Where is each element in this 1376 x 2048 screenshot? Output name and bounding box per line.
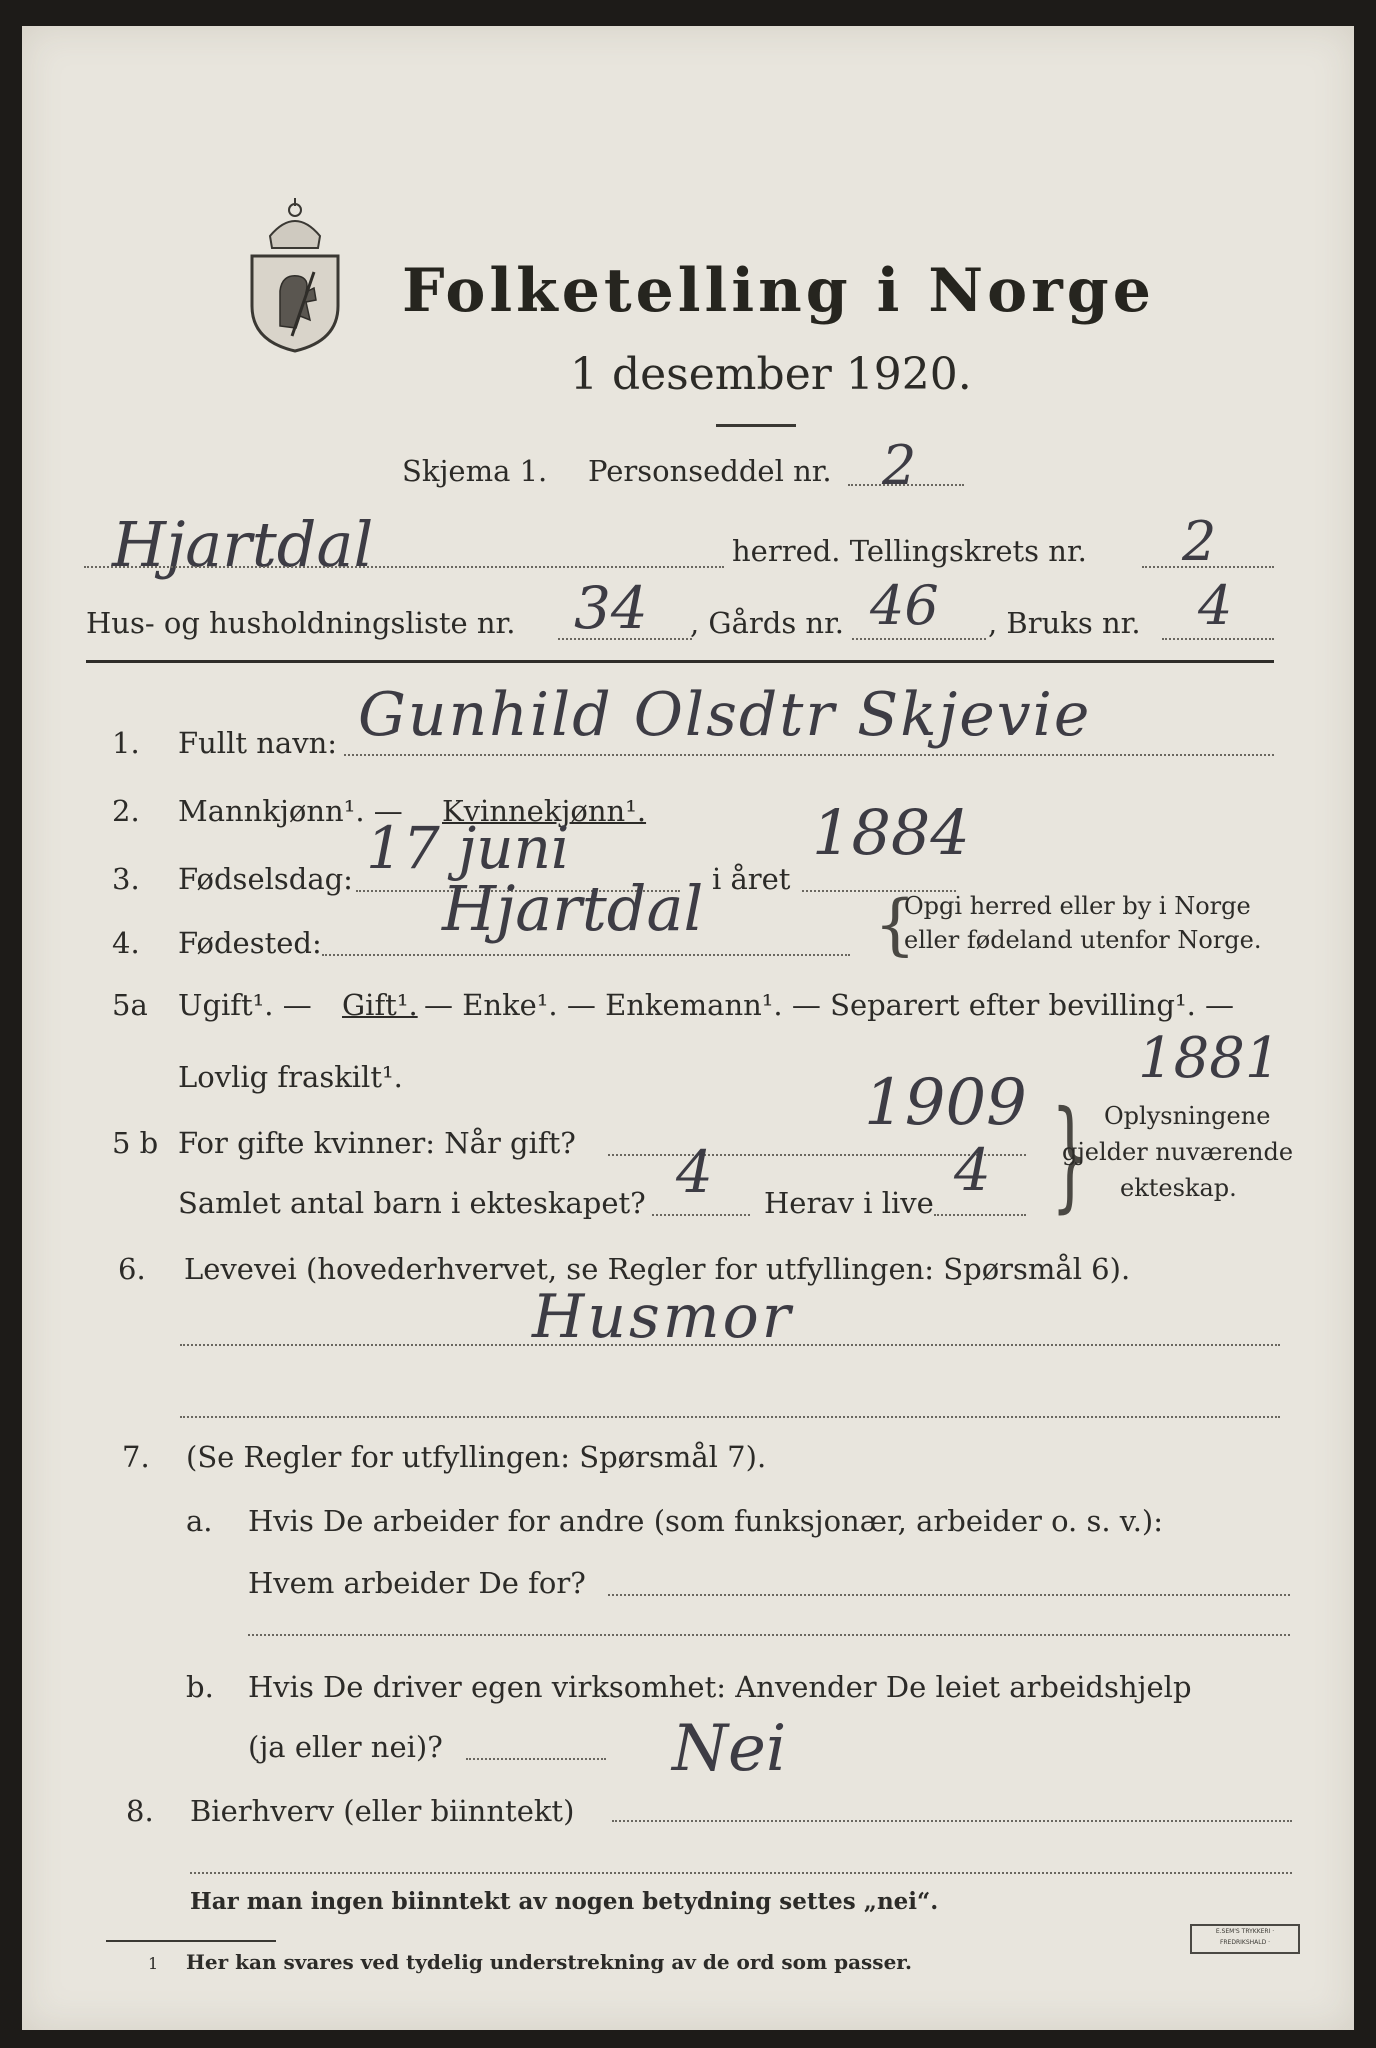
q4-label: Fødested: [178,926,322,960]
q2-mann: Mannkjønn¹. — [178,794,403,828]
bruks-dotline [1162,638,1274,640]
q5b-children-value[interactable]: 4 [676,1138,713,1206]
footnote-rule [106,1940,276,1942]
q7a-label2: Hvem arbeider De for? [248,1566,586,1600]
norwegian-coat-of-arms-icon [240,196,350,356]
q3-year-label: i året [712,862,791,896]
q4-note-brace: { [874,886,916,963]
q3-year-value[interactable]: 1884 [812,796,970,869]
hus-label: Hus- og husholdningsliste nr. [86,606,516,640]
q6-label: Levevei (hovederhvervet, se Regler for utfyllingen: Spørsmål 6). [184,1252,1131,1286]
q5b-value[interactable]: 1909 [864,1066,1027,1140]
herred-dotline [84,566,724,568]
q5b-extra-note: 1881 [1138,1026,1281,1091]
title-divider [716,424,796,427]
q8-dotline-1 [612,1820,1292,1822]
gards-label: , Gårds nr. [690,606,844,640]
q7a-number: a. [186,1504,213,1538]
q5a-line2: Lovlig fraskilt¹. [178,1060,403,1094]
gards-dotline [852,638,986,640]
q7a-dotline-2 [248,1634,1290,1636]
q7-label: (Se Regler for utfyllingen: Spørsmål 7). [186,1440,767,1474]
q5b-number: 5 b [112,1126,159,1160]
gards-value[interactable]: 46 [870,574,939,637]
q5b-note-brace: { [1051,1086,1090,1225]
q5b-children-label: Samlet antal barn i ekteskapet? [178,1186,646,1220]
q5a-number: 5a [112,988,148,1022]
q7a-dotline-1 [608,1594,1290,1596]
q7b-dotline [466,1758,606,1760]
bruks-label: , Bruks nr. [988,606,1141,640]
q7a-label: Hvis De arbeider for andre (som funksjonær, arbeider o. s. v.): [248,1504,1164,1538]
q5a-gift: Gift¹. [342,988,418,1022]
q5b-note-line3: ekteskap. [1120,1174,1237,1202]
q7b-label: Hvis De driver egen virksomhet: Anvender De leiet arbeidshjelp [248,1670,1192,1704]
q5a-rest: — Enke¹. — Enkemann¹. — Separert efter bevilling¹. — [424,988,1235,1022]
q4-note-line2: eller fødeland utenfor Norge. [904,926,1262,954]
q1-number: 1. [112,726,140,760]
footnote-text: Her kan svares ved tydelig understrekning av de ord som passer. [186,1950,912,1974]
q6-dotline-2 [180,1416,1280,1418]
census-form-sheet [22,26,1354,2030]
q4-number: 4. [112,926,140,960]
printer-stamp: E.SEM'S TRYKKERI · FREDRIKSHALD · [1190,1924,1300,1954]
tellingskrets-value[interactable]: 2 [1182,510,1217,573]
q5a-ugift: Ugift¹. — [178,988,312,1022]
q1-dotline [344,754,1274,756]
q8-dotline-2 [190,1872,1292,1874]
q5b-children-dotline [652,1214,750,1216]
footnote-mark: 1 [148,1954,159,1973]
q3-value[interactable]: 17 juni [366,814,570,882]
form-title: Folketelling i Norge [402,256,1155,326]
q1-value[interactable]: Gunhild Olsdtr Skjevie [358,680,1092,750]
q5b-alive-dotline [934,1214,1026,1216]
form-date: 1 desember 1920. [570,349,972,400]
q2-kvinne: Kvinnekjønn¹. [442,794,647,828]
herred-label: herred. Tellingskrets nr. [732,534,1087,568]
q3-label: Fødselsdag: [178,862,353,896]
q7b-label2: (ja eller nei)? [248,1730,443,1764]
q6-dotline-1 [180,1344,1280,1346]
q5b-note-line2: gjelder nuværende [1062,1138,1294,1166]
q6-value[interactable]: Husmor [532,1282,794,1352]
q7b-number: b. [186,1670,214,1704]
herred-value[interactable]: Hjartdal [112,508,374,581]
q4-note-line1: Opgi herred eller by i Norge [904,892,1251,920]
skjema-label: Skjema 1. [402,454,548,488]
q2-number: 2. [112,794,140,828]
hus-value[interactable]: 34 [574,574,648,642]
q7-number: 7. [122,1440,150,1474]
q6-number: 6. [118,1252,146,1286]
q8-note: Har man ingen biinntekt av nogen betydning settes „nei“. [190,1888,939,1915]
q8-number: 8. [126,1794,154,1828]
q1-label: Fullt navn: [178,726,338,760]
q5b-label: For gifte kvinner: Når gift? [178,1126,576,1160]
q3-number: 3. [112,862,140,896]
q8-label: Bierhverv (eller biinntekt) [190,1794,575,1828]
bruks-value[interactable]: 4 [1198,574,1233,637]
personseddel-label: Personseddel nr. [588,454,832,488]
header-rule [86,660,1274,663]
q4-value[interactable]: Hjartdal [442,872,704,945]
q7b-value[interactable]: Nei [672,1712,787,1786]
q5b-alive-label: Herav i live [764,1186,934,1220]
q5b-note-line1: Oplysningene [1104,1102,1271,1130]
q5b-alive-value[interactable]: 4 [954,1136,991,1204]
q4-dotline [322,954,850,956]
personseddel-value[interactable]: 2 [882,434,917,497]
